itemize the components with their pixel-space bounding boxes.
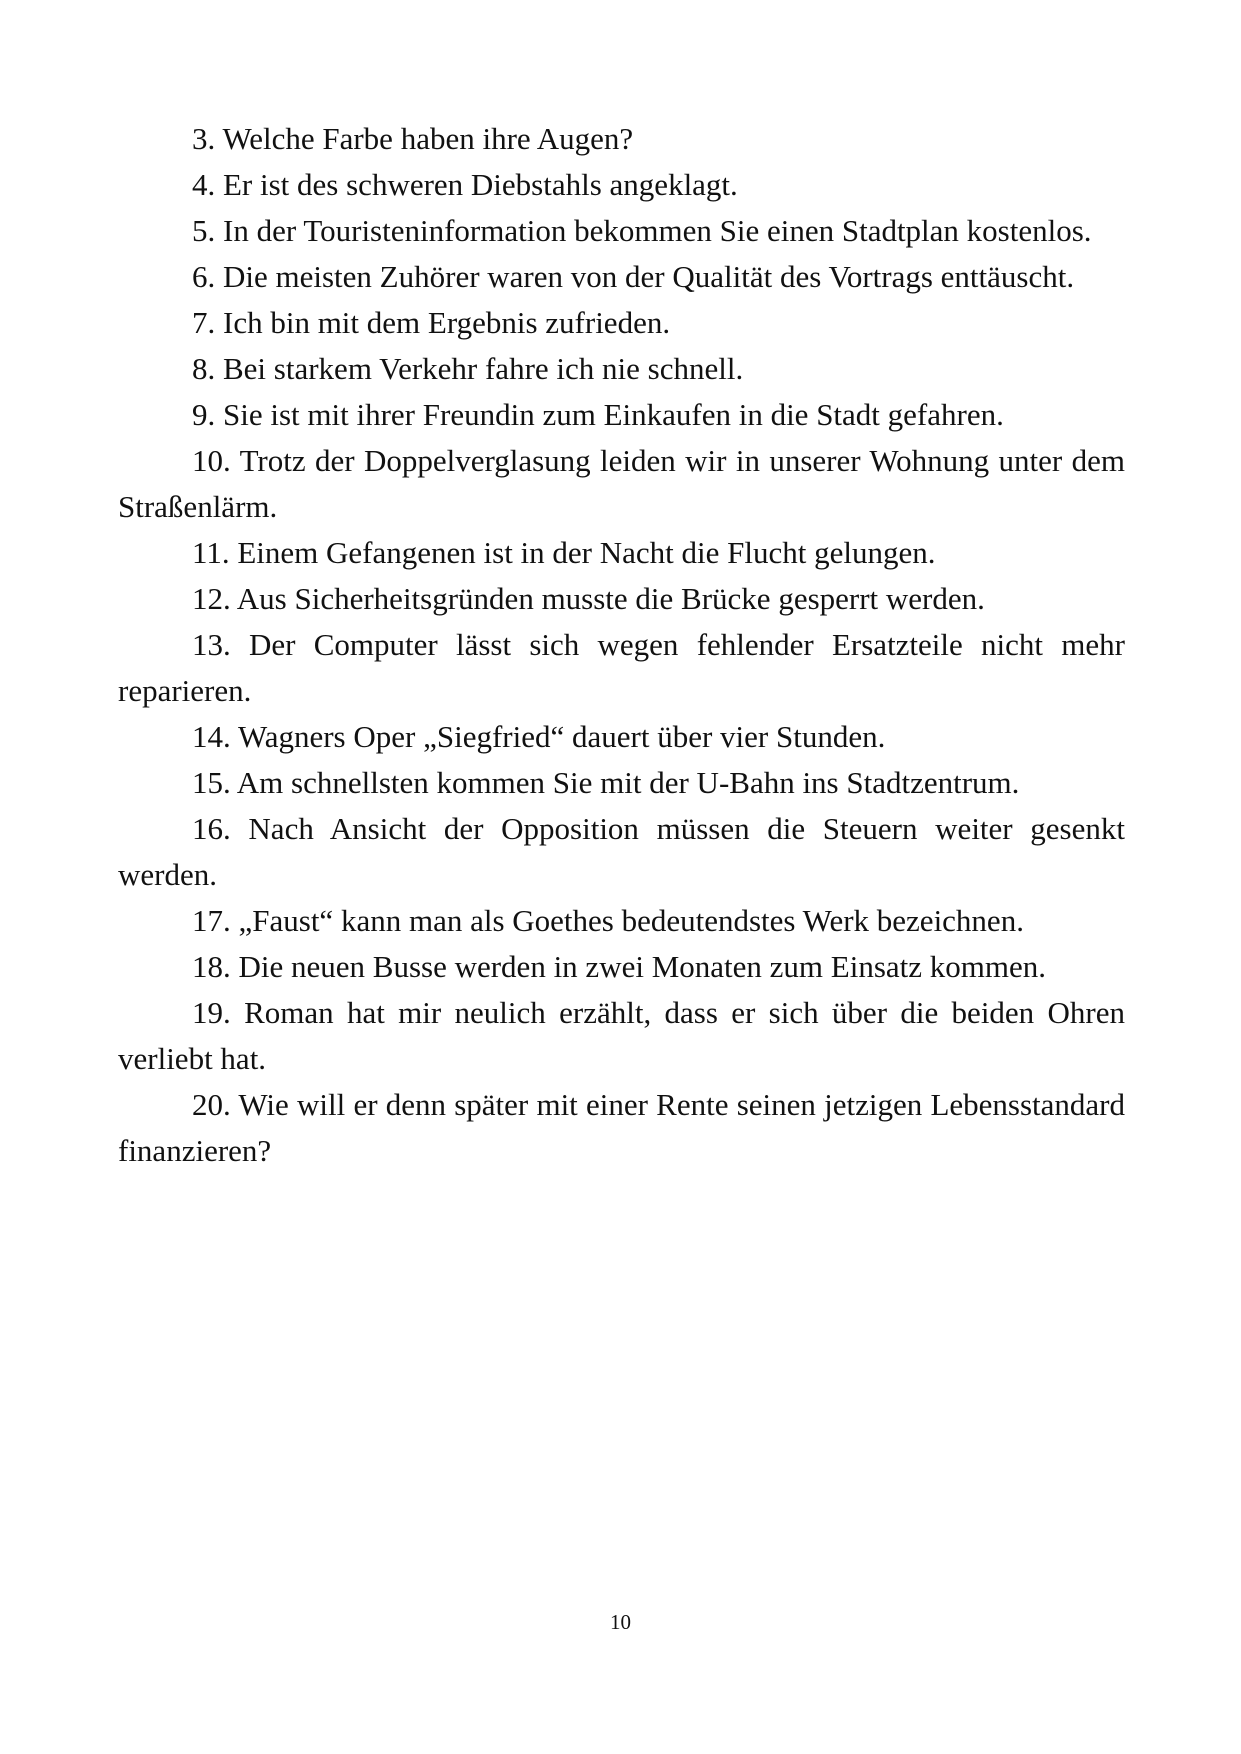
sentence-item: 5. In der Touristeninformation bekommen Sie einen Stadtplan kostenlos. xyxy=(192,213,1092,248)
sentence-item: 7. Ich bin mit dem Ergebnis zufrieden. xyxy=(192,305,671,340)
sentence-item: 9. Sie ist mit ihrer Freundin zum Einkaufen in die Stadt gefahren. xyxy=(192,397,1004,432)
sentence-item: 16. Nach Ansicht der Opposition müssen die Steuern weiter gesenkt werden. xyxy=(118,811,1125,892)
sentence-item: 11. Einem Gefangenen ist in der Nacht die Flucht gelungen. xyxy=(192,535,936,570)
sentence-item: 4. Er ist des schweren Diebstahls angeklagt. xyxy=(192,167,738,202)
sentence-item: 14. Wagners Oper „Siegfried“ dauert über vier Stunden. xyxy=(192,719,886,754)
sentence-item: 19. Roman hat mir neulich erzählt, dass er sich über die beiden Ohren verliebt hat. xyxy=(118,995,1125,1076)
page-number: 10 xyxy=(610,1610,631,1634)
sentence-item: 13. Der Computer lässt sich wegen fehlender Ersatzteile nicht mehr reparieren. xyxy=(118,627,1125,708)
sentence-list xyxy=(118,116,1125,1174)
sentence-item: 10. Trotz der Doppelverglasung leiden wir in unserer Wohnung unter dem Straßenlärm. xyxy=(118,443,1125,524)
sentence-item: 15. Am schnellsten kommen Sie mit der U-Bahn ins Stadtzentrum. xyxy=(192,765,1020,800)
sentence-item: 18. Die neuen Busse werden in zwei Monaten zum Einsatz kommen. xyxy=(192,949,1046,984)
sentence-item: 3. Welche Farbe haben ihre Augen? xyxy=(192,121,634,156)
sentence-item: 8. Bei starkem Verkehr fahre ich nie schnell. xyxy=(192,351,744,386)
sentence-item: 12. Aus Sicherheitsgründen musste die Brücke gesperrt werden. xyxy=(192,581,985,616)
sentence-item: 17. „Faust“ kann man als Goethes bedeutendstes Werk bezeichnen. xyxy=(192,903,1024,938)
sentence-item: 6. Die meisten Zuhörer waren von der Qualität des Vortrags enttäuscht. xyxy=(192,259,1075,294)
sentence-item: 20. Wie will er denn später mit einer Rente seinen jetzigen Lebensstandard finanzieren? xyxy=(118,1087,1125,1168)
